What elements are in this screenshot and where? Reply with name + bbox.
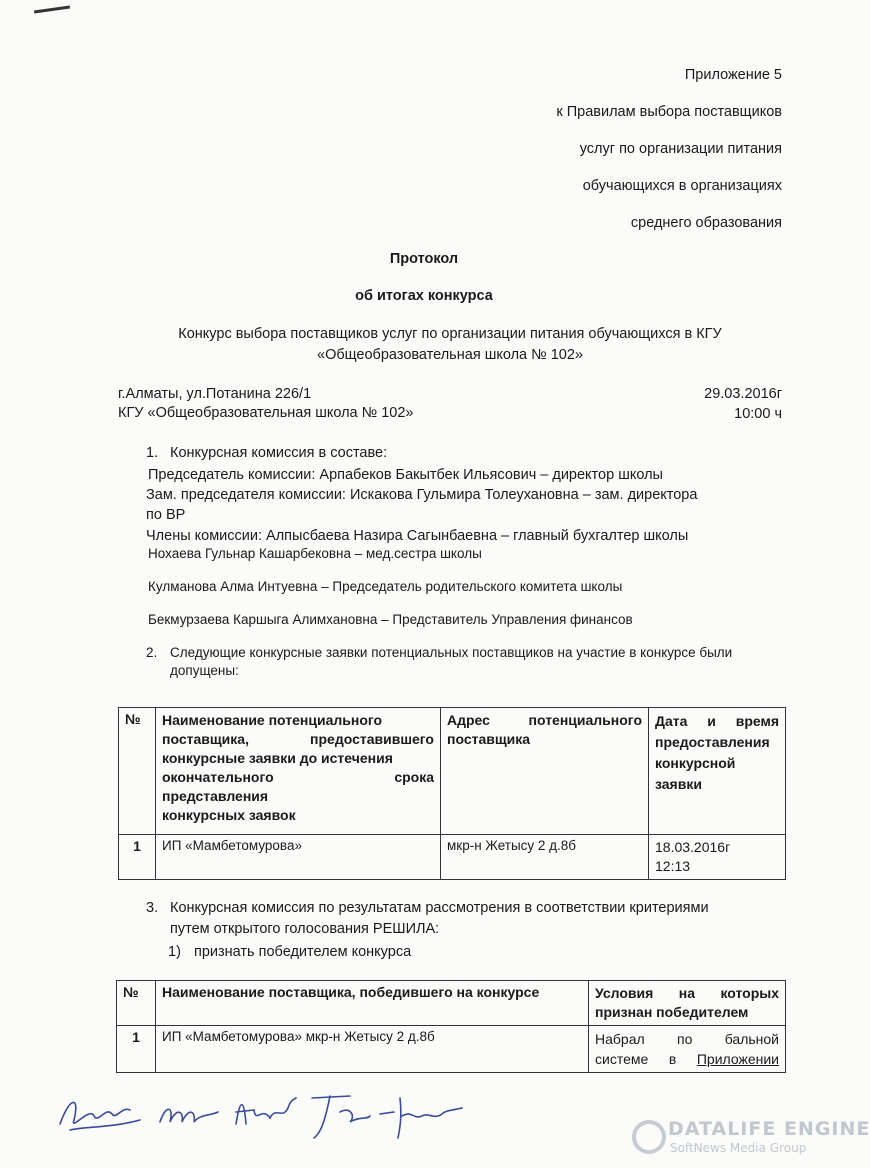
document-subtitle: об итогах конкурса xyxy=(355,288,493,304)
header-date-line: конкурсной xyxy=(655,755,736,771)
section-3-number: 3. xyxy=(146,900,159,916)
signatures-image xyxy=(50,1076,470,1146)
commission-member-2: Нохаева Гульнар Кашарбековна – мед.сестра школы xyxy=(148,546,482,561)
header-name-line: конкурсные заявки до истечения xyxy=(162,750,393,766)
place-organization: КГУ «Общеобразовательная школа № 102» xyxy=(118,405,414,421)
table-row xyxy=(117,1026,786,1073)
row-number: 1 xyxy=(119,835,156,880)
header-address-line: Адрес потенциального xyxy=(447,712,642,728)
section-3-text-cont: путем открытого голосования РЕШИЛА: xyxy=(170,921,440,937)
contest-subject-line-2: «Общеобразовательная школа № 102» xyxy=(317,347,583,363)
commission-chair: Председатель комиссии: Арпабеков Бакытбек Ильясович – директор школы xyxy=(148,467,663,483)
header-name-line: поставщика, предоставившего xyxy=(162,731,434,747)
header-name-line: конкурсных заявок xyxy=(162,807,296,823)
appendix-line-1: Приложение 5 xyxy=(684,67,782,83)
header-date-line: заявки xyxy=(655,776,702,792)
section-2-number: 2. xyxy=(146,645,158,660)
table-header-row xyxy=(117,981,786,1026)
document-title: Протокол xyxy=(389,251,459,267)
header-conditions-line: Условия на которых xyxy=(595,985,779,1001)
signature-2 xyxy=(160,1109,218,1122)
col-conditions-header xyxy=(589,981,786,1026)
header-address-line: поставщика xyxy=(447,731,531,747)
watermark-subtitle: SoftNews Media Group xyxy=(670,1141,807,1155)
watermark-brand: DATALIFE ENGINE xyxy=(668,1118,870,1140)
row-conditions-line-2 xyxy=(595,1049,779,1069)
section-1-heading: Конкурсная комиссия в составе: xyxy=(170,445,388,461)
commission-members: Члены комиссии: Алпысбаева Назира Сагынбаевна – главный бухгалтер школы xyxy=(146,528,689,544)
appendix-reference: Приложении xyxy=(696,1051,779,1067)
row-conditions xyxy=(589,1026,786,1073)
appendix-line-5: среднего образования xyxy=(630,215,782,231)
row-date: 18.03.2016г xyxy=(655,839,731,855)
appendix-line-2: к Правилам выбора поставщиков xyxy=(556,104,782,120)
commission-vice-chair-cont: по ВР xyxy=(146,507,186,523)
applications-table xyxy=(118,707,786,880)
row-time: 12:13 xyxy=(655,858,691,874)
col-number-header: № xyxy=(117,981,156,1026)
decision-item-number: 1) xyxy=(168,944,181,960)
row-number: 1 xyxy=(117,1026,156,1073)
col-address-header xyxy=(441,708,649,835)
section-2-text: Следующие конкурсные заявки потенциальных поставщиков на участие в конкурсе были xyxy=(170,645,733,660)
place-address: г.Алматы, ул.Потанина 226/1 xyxy=(118,386,312,402)
contest-subject-line-1: Конкурс выбора поставщиков услуг по организации питания обучающихся в КГУ xyxy=(178,326,722,342)
header-conditions-line: признан победителем xyxy=(595,1004,749,1020)
protocol-date: 29.03.2016г xyxy=(704,386,782,402)
header-name-line: окончательного срока xyxy=(162,769,434,785)
section-3-text: Конкурсная комиссия по результатам рассмотрения в соответствии критериями xyxy=(170,900,709,916)
header-date-line: Дата и время xyxy=(655,713,779,729)
signature-4 xyxy=(312,1096,370,1138)
header-date-line: предоставления xyxy=(655,734,770,750)
col-supplier-name-header xyxy=(156,708,441,835)
header-name-line: Наименование потенциального xyxy=(162,712,383,728)
col-number-header: № xyxy=(119,708,156,835)
watermark-circle-icon xyxy=(632,1120,666,1154)
table-row xyxy=(119,835,786,880)
row-date-time xyxy=(649,835,786,880)
header-name-line: представления xyxy=(162,788,269,804)
commission-vice-chair: Зам. председателя комиссии: Искакова Гульмира Толеухановна – зам. директора xyxy=(146,487,698,503)
col-winner-name-header: Наименование поставщика, победившего на конкурсе xyxy=(156,981,589,1026)
appendix-line-4: обучающихся в организациях xyxy=(582,178,782,194)
pen-mark xyxy=(34,6,70,14)
commission-member-4: Бекмурзаева Каршыга Алимхановна – Представитель Управления финансов xyxy=(148,612,633,627)
watermark-logo xyxy=(632,1118,870,1162)
signature-3 xyxy=(236,1098,296,1124)
row-conditions-line-1: Набрал по бальной xyxy=(595,1031,779,1047)
row-winner-name: ИП «Мамбетомурова» мкр-н Жетысу 2 д.8б xyxy=(156,1026,589,1073)
winner-table xyxy=(116,980,786,1073)
appendix-line-3: услуг по организации питания xyxy=(579,141,782,157)
col-date-header xyxy=(649,708,786,835)
table-header-row xyxy=(119,708,786,835)
decision-item-text: признать победителем конкурса xyxy=(194,944,412,960)
section-2-text-cont: допущены: xyxy=(170,663,239,678)
row-supplier-name: ИП «Мамбетомурова» xyxy=(156,835,441,880)
row-conditions-text: системе в xyxy=(595,1051,697,1067)
commission-member-3: Кулманова Алма Интуевна – Председатель родительского комитета школы xyxy=(148,579,623,594)
signature-1 xyxy=(60,1102,140,1130)
row-address: мкр-н Жетысу 2 д.8б xyxy=(441,835,649,880)
section-1-number: 1. xyxy=(146,445,159,461)
signature-5 xyxy=(380,1098,462,1138)
protocol-time: 10:00 ч xyxy=(734,406,782,422)
